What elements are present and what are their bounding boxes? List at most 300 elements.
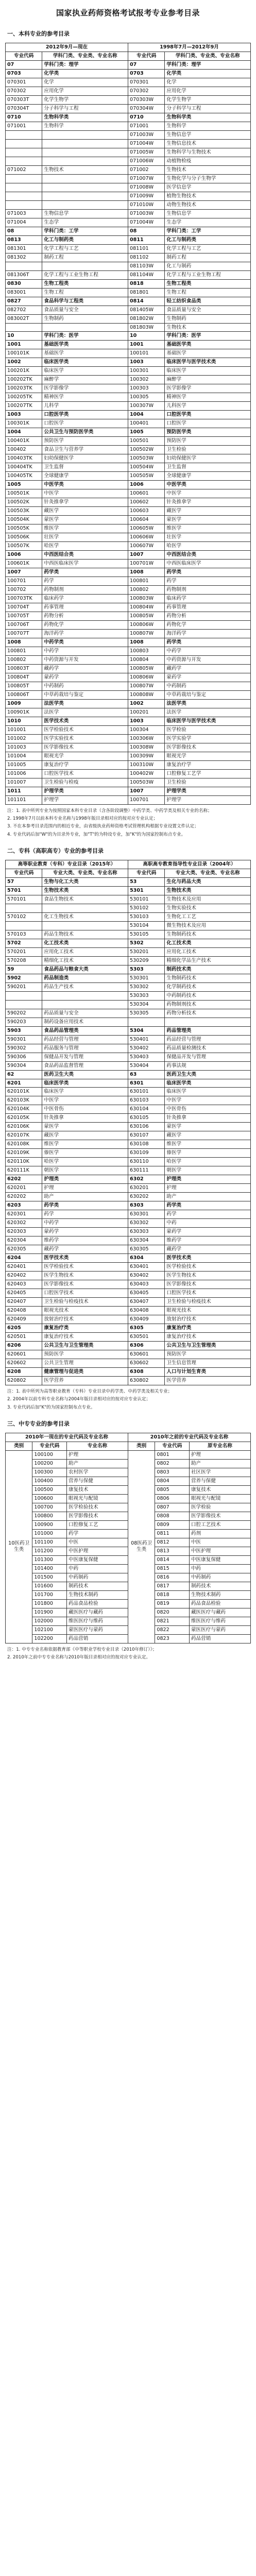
- major-name: 临床医学与医学技术类: [165, 717, 251, 725]
- major-name: 中医骨伤: [165, 1105, 251, 1114]
- major-name: 药品经营与管理: [42, 1035, 128, 1044]
- major-name: 中药: [66, 1564, 128, 1573]
- major-name: 法医学: [42, 708, 128, 717]
- table-row: [6, 463, 251, 472]
- major-code: 100502K: [6, 498, 42, 507]
- major-name: 临床医学: [42, 367, 128, 376]
- table-row: [6, 1044, 251, 1053]
- major-name: 护理: [66, 1450, 128, 1459]
- major-name: 公共卫生与预防医学类: [42, 428, 128, 437]
- major-code: 071009W: [128, 192, 164, 200]
- major-code: 6308: [128, 1367, 164, 1376]
- major-code: 101101: [6, 795, 42, 804]
- major-name: 分子科学与工程: [42, 104, 128, 113]
- major-code: 101003: [6, 743, 42, 752]
- major-code: 1007: [6, 568, 42, 577]
- major-code: 100308W: [128, 743, 164, 752]
- major-code: 100501K: [6, 489, 42, 498]
- major-name: [42, 183, 128, 192]
- major-name: 康复治疗类: [165, 1324, 251, 1333]
- major-name: 公共卫生与卫生管理类: [165, 1342, 251, 1350]
- table-row: [6, 725, 251, 734]
- table-row: [6, 498, 251, 507]
- major-code: 100701W: [128, 560, 164, 568]
- table-row: [6, 1298, 251, 1307]
- table-row: [6, 1245, 251, 1254]
- major-name: 生物工程: [165, 288, 251, 297]
- major-code: 0703: [6, 69, 42, 78]
- major-code: 081802W: [128, 314, 164, 323]
- major-code: 100505W: [128, 472, 164, 481]
- major-code: 101600: [32, 1582, 67, 1590]
- table-row: [6, 982, 251, 991]
- major-code: 570103: [6, 930, 42, 939]
- table-row: [6, 1018, 251, 1026]
- major-name: 卫生检验与检疫技术: [165, 1298, 251, 1307]
- major-code: 0710: [128, 113, 164, 122]
- major-code: 100900: [32, 1520, 67, 1529]
- major-code: 570208: [6, 956, 42, 965]
- section-2-notes: [7, 1388, 249, 1411]
- major-name: 药品食品检验: [66, 1599, 128, 1608]
- major-name: 化学生物学: [165, 95, 251, 104]
- major-name: 化学工程与工艺: [165, 244, 251, 253]
- major-name: 精细化工技术: [42, 956, 128, 965]
- column-header: 专业代码: [128, 869, 164, 877]
- major-code: 0814: [128, 297, 164, 306]
- major-code: 100310W: [128, 760, 164, 769]
- major-code: 5303: [128, 965, 164, 974]
- major-code: 630405: [128, 1289, 164, 1298]
- major-name: 中医: [66, 1538, 128, 1547]
- major-name: 生物科学与生物技术: [165, 148, 251, 157]
- major-name: 儿科学: [42, 402, 128, 411]
- major-code: 530103: [128, 912, 164, 921]
- major-code: 630409: [128, 1315, 164, 1324]
- table-row: [6, 419, 251, 428]
- major-code: [6, 991, 42, 1000]
- table-row: [6, 481, 251, 489]
- major-code: 070301: [128, 78, 164, 87]
- major-code: 100607W: [128, 542, 164, 551]
- major-code: [6, 323, 42, 332]
- table-row: [6, 1254, 251, 1263]
- major-code: 100803: [128, 647, 164, 655]
- major-code: 630602: [128, 1359, 164, 1368]
- major-code: 100601: [128, 489, 164, 498]
- table-row: [6, 673, 251, 682]
- column-header: 专业大类、专业类、专业名称: [165, 869, 251, 877]
- major-code: 0807: [155, 1503, 190, 1512]
- note-line: 3. 不在本参考目录范围内的相近专业，由省级执业药师资格考试管理机构根据专业设置文件认定；: [7, 824, 199, 829]
- major-name: 分子科学与工程: [165, 104, 251, 113]
- major-code: 530403: [128, 1053, 164, 1061]
- major-name: 预防医学: [165, 437, 251, 446]
- major-name: 社区医学: [189, 1468, 250, 1477]
- major-name: 口腔医学: [42, 419, 128, 428]
- major-name: 化学类: [165, 69, 251, 78]
- major-code: 071003: [6, 209, 42, 218]
- major-code: 0817: [155, 1582, 190, 1590]
- major-name: 生物与化工大类: [42, 877, 128, 886]
- major-code: 101200: [32, 1547, 67, 1555]
- major-name: 中草药栽培与鉴定: [42, 690, 128, 699]
- column-header: 专业代码: [6, 869, 42, 877]
- table-row: [6, 1184, 251, 1193]
- table-row: [6, 376, 251, 384]
- major-name: 学科门类：理学: [42, 60, 128, 69]
- major-name: 药品质量与安全: [42, 1009, 128, 1018]
- major-name: 口腔医学技术: [42, 1289, 128, 1298]
- section-3-notes: [7, 1647, 249, 1662]
- major-name: 中医康复保健: [189, 1555, 250, 1564]
- major-code: 100707T: [6, 629, 42, 638]
- major-code: 100704T: [6, 603, 42, 612]
- major-name: 动物生物技术: [165, 200, 251, 209]
- major-code: 100302: [128, 376, 164, 384]
- table-row: [6, 1053, 251, 1061]
- major-name: 药物分析: [42, 612, 128, 620]
- major-name: 制药技术类: [165, 965, 251, 974]
- major-code: 0801: [155, 1450, 190, 1459]
- major-name: 学科门类：工学: [165, 227, 251, 235]
- table-row: [6, 886, 251, 895]
- major-name: 中医护理: [189, 1547, 250, 1555]
- major-name: 药物化学: [165, 620, 251, 629]
- major-name: 中医: [189, 1538, 250, 1547]
- major-name: 医学技术类: [165, 1254, 251, 1263]
- column-header: 学科门类、专业类、专业名称: [42, 52, 128, 60]
- major-code: 570201: [6, 947, 42, 956]
- table-row: [6, 991, 251, 1000]
- major-name: 护理学: [165, 795, 251, 804]
- table-row: [6, 1350, 251, 1359]
- major-code: 100503K: [6, 507, 42, 516]
- major-name: 健康管理与促进类: [42, 1367, 128, 1376]
- major-code: 100306W: [128, 734, 164, 743]
- major-code: 101500: [32, 1573, 67, 1582]
- major-name: 学科门类：工学: [42, 227, 128, 235]
- table-row: [6, 638, 251, 647]
- major-name: 化学制药技术: [165, 982, 251, 991]
- table-row: [6, 595, 251, 603]
- major-name: 藏医医疗与藏药: [189, 1608, 250, 1617]
- major-name: 维医医疗与维药: [189, 1617, 250, 1625]
- major-name: 植物生物技术: [165, 192, 251, 200]
- major-code: [6, 148, 42, 157]
- major-code: 070304W: [128, 104, 164, 113]
- major-code: 570102: [6, 912, 42, 921]
- major-name: 预防医学: [165, 1350, 251, 1359]
- major-code: 5702: [6, 939, 42, 947]
- major-code: 100503W: [128, 778, 164, 787]
- major-code: 62: [6, 1070, 42, 1079]
- major-name: 生物化工工艺: [165, 912, 251, 921]
- major-code: 620602: [6, 1359, 42, 1368]
- major-name: [42, 991, 128, 1000]
- major-name: 助产: [66, 1459, 128, 1468]
- major-code: 620407: [6, 1298, 42, 1307]
- major-code: 100604: [128, 516, 164, 524]
- major-code: 101800: [32, 1599, 67, 1608]
- major-name: 中医学类: [165, 481, 251, 489]
- major-code: 1006: [128, 481, 164, 489]
- major-code: 620409: [6, 1315, 42, 1324]
- major-name: 药品营销: [66, 1634, 128, 1643]
- major-code: 101000: [32, 1529, 67, 1538]
- table-row: [6, 524, 251, 533]
- major-code: 590304: [6, 1061, 42, 1070]
- major-code: [6, 200, 42, 209]
- major-code: 630305: [128, 1245, 164, 1254]
- table-row: [6, 1000, 251, 1009]
- section-2-title: 二、专科（高职高专）专业的参考目录: [7, 847, 104, 854]
- table-row: [6, 1450, 251, 1459]
- major-name: 蒙药学: [165, 673, 251, 682]
- major-name: 食品药品与粮食大类: [42, 965, 128, 974]
- major-name: 药学类: [42, 1201, 128, 1210]
- major-name: 妇幼保健医学: [165, 454, 251, 463]
- major-code: 1008: [6, 638, 42, 647]
- major-name: 药品质量检测技术: [165, 1044, 251, 1053]
- major-code: 620103K: [6, 1096, 42, 1105]
- table-row: [6, 760, 251, 769]
- table-row: [6, 664, 251, 673]
- major-code: 0823: [155, 1634, 190, 1643]
- major-name: 化学: [165, 78, 251, 87]
- major-code: 101700: [32, 1590, 67, 1599]
- table-row: [6, 87, 251, 95]
- major-name: 化工与制药类: [42, 235, 128, 244]
- major-name: 医学检验技术: [42, 725, 128, 734]
- major-code: 530104: [128, 921, 164, 930]
- major-name: 中药资源与开发: [165, 655, 251, 664]
- major-name: 生物信息学: [42, 209, 128, 218]
- table-row: [6, 472, 251, 481]
- table-row: [6, 349, 251, 358]
- major-name: 药学: [42, 577, 128, 586]
- table-row: [6, 551, 251, 560]
- major-name: 药品经营与管理: [165, 1035, 251, 1044]
- major-name: 中药学: [165, 647, 251, 655]
- major-code: 100505K: [6, 524, 42, 533]
- major-name: 助产: [165, 1193, 251, 1201]
- major-code: 100606W: [128, 533, 164, 542]
- table-row: [6, 69, 251, 78]
- major-name: 藏医医疗与藏药: [66, 1608, 128, 1617]
- column-header: 专业名称: [66, 1442, 128, 1450]
- major-name: 生物科学: [42, 122, 128, 130]
- table-header-row: [6, 43, 251, 52]
- major-name: 中医学: [42, 489, 128, 498]
- major-name: 化学类: [42, 69, 128, 78]
- table-row: [6, 332, 251, 341]
- major-code: 100807W: [128, 682, 164, 690]
- major-name: 生物技术类: [42, 886, 128, 895]
- major-code: 630106: [128, 1123, 164, 1131]
- major-name: 康复治疗学: [165, 760, 251, 769]
- major-code: 100101: [128, 349, 164, 358]
- major-name: 口腔医学类: [165, 411, 251, 419]
- major-code: 100806T: [6, 690, 42, 699]
- major-code: 100501: [128, 437, 164, 446]
- major-name: 化学: [42, 78, 128, 87]
- major-code: 100804T: [6, 673, 42, 682]
- major-code: 070303W: [128, 95, 164, 104]
- major-code: 0818: [128, 279, 164, 288]
- table-row: [6, 323, 251, 332]
- major-name: 口腔医学技术: [165, 1289, 251, 1298]
- major-name: 康复治疗技术: [165, 1333, 251, 1342]
- major-code: 100600: [32, 1494, 67, 1503]
- major-code: 6208: [6, 1367, 42, 1376]
- table-row: [6, 139, 251, 148]
- major-name: 公共卫生管理: [42, 1359, 128, 1368]
- major-code: 081306T: [6, 270, 42, 279]
- table-row: [6, 1289, 251, 1298]
- major-code: 630107: [128, 1131, 164, 1140]
- major-name: 眼视光与配镜: [189, 1494, 250, 1503]
- major-code: 630202: [128, 1193, 164, 1201]
- major-name: 医学影像技术: [42, 743, 128, 752]
- table-row: [6, 165, 251, 174]
- major-name: 化工技术类: [165, 939, 251, 947]
- major-code: 57: [6, 877, 42, 886]
- major-name: 医药卫生大类: [42, 1070, 128, 1079]
- major-name: 藏医学: [165, 1131, 251, 1140]
- major-code: 100301: [128, 367, 164, 376]
- major-name: 中药: [189, 1564, 250, 1573]
- major-code: 101001: [6, 725, 42, 734]
- major-name: 药品营销: [189, 1634, 250, 1643]
- major-code: 620408: [6, 1307, 42, 1315]
- major-name: 制药工程: [165, 253, 251, 262]
- column-header: 类别: [128, 1442, 155, 1450]
- table-row: [6, 1123, 251, 1131]
- column-header: 类别: [6, 1442, 32, 1450]
- table-row: [6, 1236, 251, 1245]
- major-code: 630103: [128, 1096, 164, 1105]
- table-row: [6, 288, 251, 297]
- major-code: 530105: [128, 930, 164, 939]
- table-row: [6, 437, 251, 446]
- major-name: 中医学类: [42, 481, 128, 489]
- major-name: 口腔修复工艺学: [165, 769, 251, 778]
- major-name: 应用化学: [165, 87, 251, 95]
- major-name: 预防医学: [42, 1350, 128, 1359]
- major-name: 卫生检验: [165, 446, 251, 454]
- table-row: [6, 279, 251, 288]
- major-code: 530402: [128, 1044, 164, 1053]
- major-name: 口腔工艺技术: [189, 1520, 250, 1529]
- major-name: 食品质量与安全: [42, 306, 128, 314]
- major-code: 100801: [128, 577, 164, 586]
- major-name: 药物分析: [165, 612, 251, 620]
- table-row: [6, 795, 251, 804]
- table-row: [6, 904, 251, 912]
- major-name: 维医医疗与维药: [66, 1617, 128, 1625]
- major-name: 中医护理: [66, 1547, 128, 1555]
- major-code: 630408: [128, 1307, 164, 1315]
- major-code: 5902: [6, 974, 42, 982]
- column-header: 学科门类、专业类、专业名称: [165, 52, 251, 60]
- major-name: 眼视光学: [165, 752, 251, 760]
- table-row: [6, 148, 251, 157]
- major-code: 1007: [128, 787, 164, 795]
- major-code: 620301: [6, 1210, 42, 1219]
- major-code: 070302: [128, 87, 164, 95]
- major-code: 071010W: [128, 200, 164, 209]
- table-row: [6, 629, 251, 638]
- major-code: 083002T: [6, 314, 42, 323]
- major-name: 藏医学: [42, 1131, 128, 1140]
- major-code: 100403TK: [6, 454, 42, 463]
- major-name: 生物制药技术: [165, 974, 251, 982]
- table-row: [6, 297, 251, 306]
- table-row: [6, 533, 251, 542]
- major-code: 620401: [6, 1263, 42, 1272]
- major-name: 药学类: [165, 1201, 251, 1210]
- major-name: 傣医学: [165, 1149, 251, 1158]
- major-name: [165, 1018, 251, 1026]
- major-code: 620111K: [6, 1166, 42, 1175]
- major-name: 医学检验技术: [42, 1263, 128, 1272]
- major-code: 1008: [128, 638, 164, 647]
- table-row: [6, 1026, 251, 1035]
- major-code: 620402: [6, 1272, 42, 1280]
- major-name: 助产: [189, 1459, 250, 1468]
- major-code: 100701: [128, 795, 164, 804]
- major-name: 中药制药: [189, 1573, 250, 1582]
- major-name: 生物技术: [42, 165, 128, 174]
- major-name: 朝医学: [42, 1166, 128, 1175]
- major-code: 100504K: [6, 516, 42, 524]
- major-code: 081104W: [128, 270, 164, 279]
- table-row: [6, 1140, 251, 1149]
- major-code: 6203: [6, 1201, 42, 1210]
- major-code: 100602: [128, 498, 164, 507]
- major-code: 0820: [155, 1608, 190, 1617]
- table-row: [6, 393, 251, 402]
- table-row: [6, 174, 251, 183]
- major-name: 蒙医学: [165, 516, 251, 524]
- major-code: 081101: [128, 244, 164, 253]
- column-header: 专业代码: [32, 1442, 67, 1450]
- table-row: [6, 95, 251, 104]
- major-code: 100800: [32, 1512, 67, 1520]
- major-name: 生物技术: [165, 323, 251, 332]
- major-name: 生物信息学: [165, 130, 251, 139]
- major-code: 6306: [128, 1342, 164, 1350]
- major-name: 基础医学类: [42, 341, 128, 349]
- major-name: 藏医学: [165, 507, 251, 516]
- major-code: 100201: [128, 708, 164, 717]
- major-code: 620302: [6, 1219, 42, 1228]
- major-code: 101300: [32, 1555, 67, 1564]
- major-code: 101005: [6, 760, 42, 769]
- major-name: 全球健康学: [42, 472, 128, 481]
- major-name: 生物信息学: [165, 209, 251, 218]
- table-row: [6, 358, 251, 367]
- major-code: 071004: [6, 218, 42, 227]
- major-code: 071008W: [128, 183, 164, 192]
- table-row: [6, 787, 251, 795]
- major-code: 100803W: [128, 595, 164, 603]
- major-code: 630403: [128, 1280, 164, 1289]
- major-code: 071003W: [128, 209, 164, 218]
- table-row: [6, 209, 251, 218]
- major-code: 100502W: [128, 446, 164, 454]
